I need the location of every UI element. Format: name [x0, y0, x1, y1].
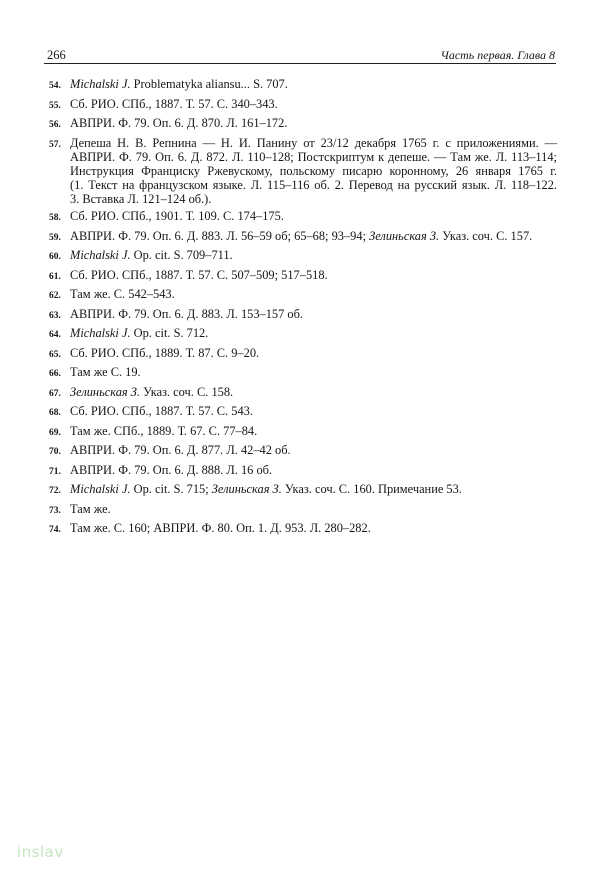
footnote-line: Инструкция Франциску Ржевускому, польскому писарю коронному, 26 января 1765 г. [70, 163, 557, 178]
author-name: Michalski J. [70, 482, 131, 496]
footnote-62 [49, 287, 557, 303]
citation-text: Указ. соч. С. 158. [139, 384, 234, 399]
footnote-65 [49, 346, 557, 362]
footnote-list [49, 77, 557, 541]
footnote-71 [49, 463, 557, 479]
footnote-text [70, 268, 557, 282]
footnote-text [70, 326, 557, 340]
footnote-67 [49, 385, 557, 401]
citation-text: АВПРИ. Ф. 79. Оп. 6. Д. 888. Л. 16 об. [70, 462, 273, 477]
citation-text: Там же. С. 160; АВПРИ. Ф. 80. Оп. 1. Д. 953. Л. 280–282. [70, 521, 371, 535]
footnote-number: 72. [49, 486, 61, 496]
footnote-text [70, 77, 557, 91]
footnote-number: 59. [49, 232, 61, 243]
footnote-text [70, 404, 557, 418]
footnote-55 [49, 97, 557, 113]
footnote-69 [49, 424, 557, 440]
footnote-63 [49, 307, 557, 323]
citation-text: Сб. РИО. СПб., 1889. Т. 87. С. 9–20. [70, 345, 260, 360]
citation-text: Указ. соч. С. 157. [439, 228, 533, 243]
footnote-number: 74. [49, 525, 61, 535]
footnote-text [70, 424, 557, 438]
footnote-60 [49, 248, 557, 264]
footnote-number: 57. [49, 139, 61, 150]
page-number: 266 [47, 48, 66, 62]
citation-text: АВПРИ. Ф. 79. Оп. 6. Д. 883. Л. 153–157 об. [70, 306, 304, 321]
footnote-text [70, 248, 557, 262]
footnote-70 [49, 443, 557, 459]
citation-text: Там же. С. 542–543. [70, 287, 175, 301]
footnote-number: 55. [49, 100, 61, 111]
citation-text: АВПРИ. Ф. 79. Оп. 6. Д. 870. Л. 161–172. [70, 116, 288, 130]
citation-text: Там же. [70, 501, 111, 516]
footnote-number: 70. [49, 447, 61, 457]
footnote-68 [49, 404, 557, 420]
footnote-number: 54. [49, 81, 61, 91]
footnote-text [70, 229, 557, 243]
footnote-text [70, 443, 557, 457]
footnote-72 [49, 482, 557, 498]
author-name: Зелиньская З. [369, 228, 440, 243]
citation-text: Сб. РИО. СПб., 1887. Т. 57. С. 543. [70, 404, 253, 418]
footnote-line: Депеша Н. В. Репнина — Н. И. Панину от 23/12 декабря 1765 г. с приложениями. — [70, 135, 557, 150]
footnote-54 [49, 77, 557, 93]
citation-text: АВПРИ. Ф. 79. Оп. 6. Д. 883. Л. 56–59 об; 65–68; 93–94; [70, 228, 370, 243]
footnote-number: 61. [49, 271, 61, 282]
watermark: inslav [17, 843, 64, 861]
footnote-57 [49, 136, 557, 206]
footnote-64 [49, 326, 557, 342]
footnote-73 [49, 502, 557, 518]
footnote-number: 71. [49, 466, 61, 477]
footnote-text [70, 502, 557, 516]
footnote-text [70, 307, 557, 321]
author-name: Зелиньская З. [211, 482, 282, 496]
footnote-line: (1. Текст на французском языке. Л. 115–116 об. 2. Перевод на русский язык. Л. 118–122. [70, 177, 557, 192]
footnote-text [70, 116, 557, 130]
footnote-text [70, 521, 557, 535]
footnote-text [70, 385, 557, 399]
footnote-58 [49, 209, 557, 225]
footnote-text [70, 97, 557, 111]
footnote-61 [49, 268, 557, 284]
author-name: Michalski J. [70, 248, 131, 262]
header-rule [44, 63, 556, 64]
citation-text: Op. cit. S. 712. [130, 326, 209, 340]
footnote-line: 3. Вставка Л. 121–124 об.). [70, 191, 212, 206]
footnote-66 [49, 365, 557, 381]
citation-text: Сб. РИО. СПб., 1887. Т. 57. С. 340–343. [70, 96, 278, 111]
footnote-text [70, 463, 557, 477]
author-name: Michalski J. [70, 77, 131, 91]
footnote-number: 68. [49, 408, 61, 418]
citation-text: АВПРИ. Ф. 79. Оп. 6. Д. 877. Л. 42–42 об. [70, 443, 291, 457]
author-name: Зелиньская З. [70, 384, 140, 399]
footnote-text [70, 482, 557, 496]
footnote-line: АВПРИ. Ф. 79. Оп. 6. Д. 872. Л. 110–128; Постскриптум к депеше. — Там же. Л. 113–114; [70, 149, 557, 164]
citation-text: Сб. РИО. СПб., 1901. Т. 109. С. 174–175. [70, 209, 284, 223]
footnote-number: 60. [49, 252, 61, 262]
footnote-number: 67. [49, 388, 61, 399]
citation-text: Op. cit. S. 715; [130, 482, 212, 496]
footnote-number: 66. [49, 369, 61, 379]
citation-text: Там же С. 19. [70, 365, 141, 379]
footnote-56 [49, 116, 557, 132]
footnote-text [70, 209, 557, 223]
footnote-text [70, 287, 557, 301]
footnote-number: 58. [49, 213, 61, 223]
footnote-number: 63. [49, 310, 61, 321]
footnote-number: 62. [49, 291, 61, 301]
footnote-74 [49, 521, 557, 537]
footnote-number: 73. [49, 505, 61, 516]
footnote-text [70, 136, 557, 206]
citation-text: Op. cit. S. 709–711. [130, 248, 233, 262]
running-title: Часть первая. Глава 8 [440, 48, 555, 62]
citation-text: Сб. РИО. СПб., 1887. Т. 57. С. 507–509; 517–518. [70, 267, 328, 282]
citation-text: Problematyka aliansu... S. 707. [130, 77, 288, 91]
footnote-number: 56. [49, 120, 61, 130]
footnote-text [70, 346, 557, 360]
footnote-number: 65. [49, 349, 61, 360]
footnote-text [70, 365, 557, 379]
footnote-number: 69. [49, 427, 61, 438]
citation-text: Указ. соч. С. 160. Примечание 53. [281, 482, 462, 496]
author-name: Michalski J. [70, 326, 131, 340]
citation-text: Там же. СПб., 1889. Т. 67. С. 77–84. [70, 423, 258, 438]
footnote-59 [49, 229, 557, 245]
footnote-number: 64. [49, 330, 61, 340]
